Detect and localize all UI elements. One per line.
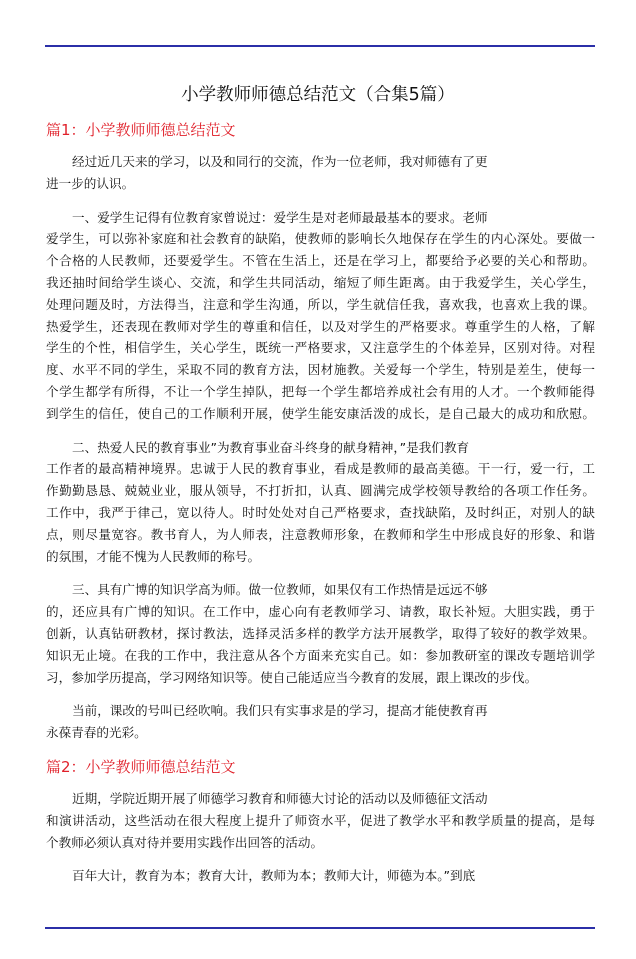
section-1-heading: 篇1：小学教师师德总结范文 — [46, 121, 236, 139]
text-line: 个教师必须认真对待并要用实践作出回答的活动。 — [46, 834, 324, 850]
document-title: 小学教师师德总结范文（合集5篇） — [181, 85, 455, 105]
text-line: 二、热爱人民的教育事业”为教育事业奋斗终身的献身精神，”是我们教育 — [72, 439, 470, 455]
footer-rule — [45, 927, 595, 929]
paragraph — [46, 151, 595, 195]
text-line: 处理问题及时，方法得当，注意和学生沟通，所以，学生就信任我，喜欢我，也喜欢上我的课。 — [46, 296, 595, 312]
text-line: 学生的个性，相信学生，关心学生，既统一严格要求，又注意学生的个体差异，区别对待。对程 — [46, 340, 595, 356]
text-line: 工作中，我严于律己，宽以待人。时时处处对自己严格要求，查找缺陷，及时纠正，对别人的缺 — [46, 504, 595, 520]
text-line: 作勤勤恳恳、兢兢业业，服从领导，不打折扣，认真、圆满完成学校领导教给的各项工作任务。 — [46, 483, 595, 499]
header-rule — [45, 45, 595, 47]
text-line: 进一步的认识。 — [46, 175, 135, 191]
text-line: 爱学生，可以弥补家庭和社会教育的缺陷，使教师的影响长久地保存在学生的内心深处。要做一 — [46, 231, 595, 247]
text-line: 我还抽时间给学生谈心、交流，和学生共同活动，缩短了师生距离。由于我爱学生，关心学生， — [46, 274, 595, 290]
paragraph — [46, 788, 595, 853]
text-line: 经过近几天来的学习，以及和同行的交流，作为一位老师，我对师德有了更 — [72, 154, 488, 169]
paragraph — [46, 700, 595, 744]
text-line: 永葆青春的光彩。 — [46, 725, 147, 741]
paragraph — [46, 865, 595, 887]
paragraph — [46, 207, 595, 425]
text-line: 习，参加学历提高，学习网络知识等。使自己能适应当今教育的发展，跟上课改的步伐。 — [46, 669, 538, 685]
text-line: 热爱学生，还表现在教师对学生的尊重和信任，以及对学生的严格要求。尊重学生的人格，了解 — [46, 318, 595, 334]
text-line: 三、具有广博的知识学高为师。做一位教师，如果仅有工作热情是远远不够 — [72, 582, 488, 598]
text-line: 度、水平不同的学生，采取不同的教育方法，因材施教。关爱每一个学生，特别是差生，使每一 — [46, 362, 595, 378]
text-line: 当前，课改的号叫已经吹响。我们只有实事求是的学习，提高才能使教育再 — [72, 703, 488, 719]
text-line: 个学生都学有所得，不让一个学生掉队，把每一个学生都培养成社会有用的人才。一个教师能得 — [46, 383, 595, 399]
text-line: 的氛围，才能不愧为人民教师的称号。 — [46, 548, 261, 564]
text-line: 工作者的最高精神境界。忠诚于人民的教育事业，看成是教师的最高美德。干一行，爱一行，工 — [46, 461, 595, 477]
text-line: 近期，学院近期开展了师德学习教育和师德大讨论的活动以及师德征文活动 — [72, 790, 488, 806]
text-line: 的，还应具有广博的知识。在工作中，虚心向有老教师学习、请教，取长补短。大胆实践，勇于 — [46, 604, 595, 620]
paragraph — [46, 437, 595, 568]
paragraph — [46, 579, 595, 688]
text-line: 个合格的人民教师，还要爱学生。不管在生活上，还是在学习上，都要给予必要的关心和帮助。 — [46, 253, 595, 269]
text-line: 到学生的信任，使自己的工作顺利开展，使学生能安康活泼的成长，是自己最大的成功和欣慰。 — [46, 405, 595, 421]
text-line: 点，则尽量宽容。教书育人，为人师表，注意教师形象，在教师和学生中形成良好的形象、和谐 — [46, 526, 595, 542]
text-line: 一、爱学生记得有位教育家曾说过：爱学生是对老师最最基本的要求。老师 — [72, 209, 488, 225]
text-line: 百年大计，教育为本；教育大计，教师为本；教师大计，师德为本。”到底 — [72, 868, 476, 884]
text-line: 知识无止境。在我的工作中，我注意从各个方面来充实自己。如：参加教研室的课改专题培训学 — [46, 647, 595, 663]
text-line: 和演讲活动，这些活动在很大程度上提升了师资水平，促进了教学水平和教学质量的提高，是每 — [46, 812, 595, 828]
section-2-heading: 篇2：小学教师师德总结范文 — [46, 757, 236, 776]
text-line: 创新，认真钻研教材，探讨教法，选择灵活多样的教学方法开展教学，取得了较好的教学效果。 — [46, 625, 595, 641]
